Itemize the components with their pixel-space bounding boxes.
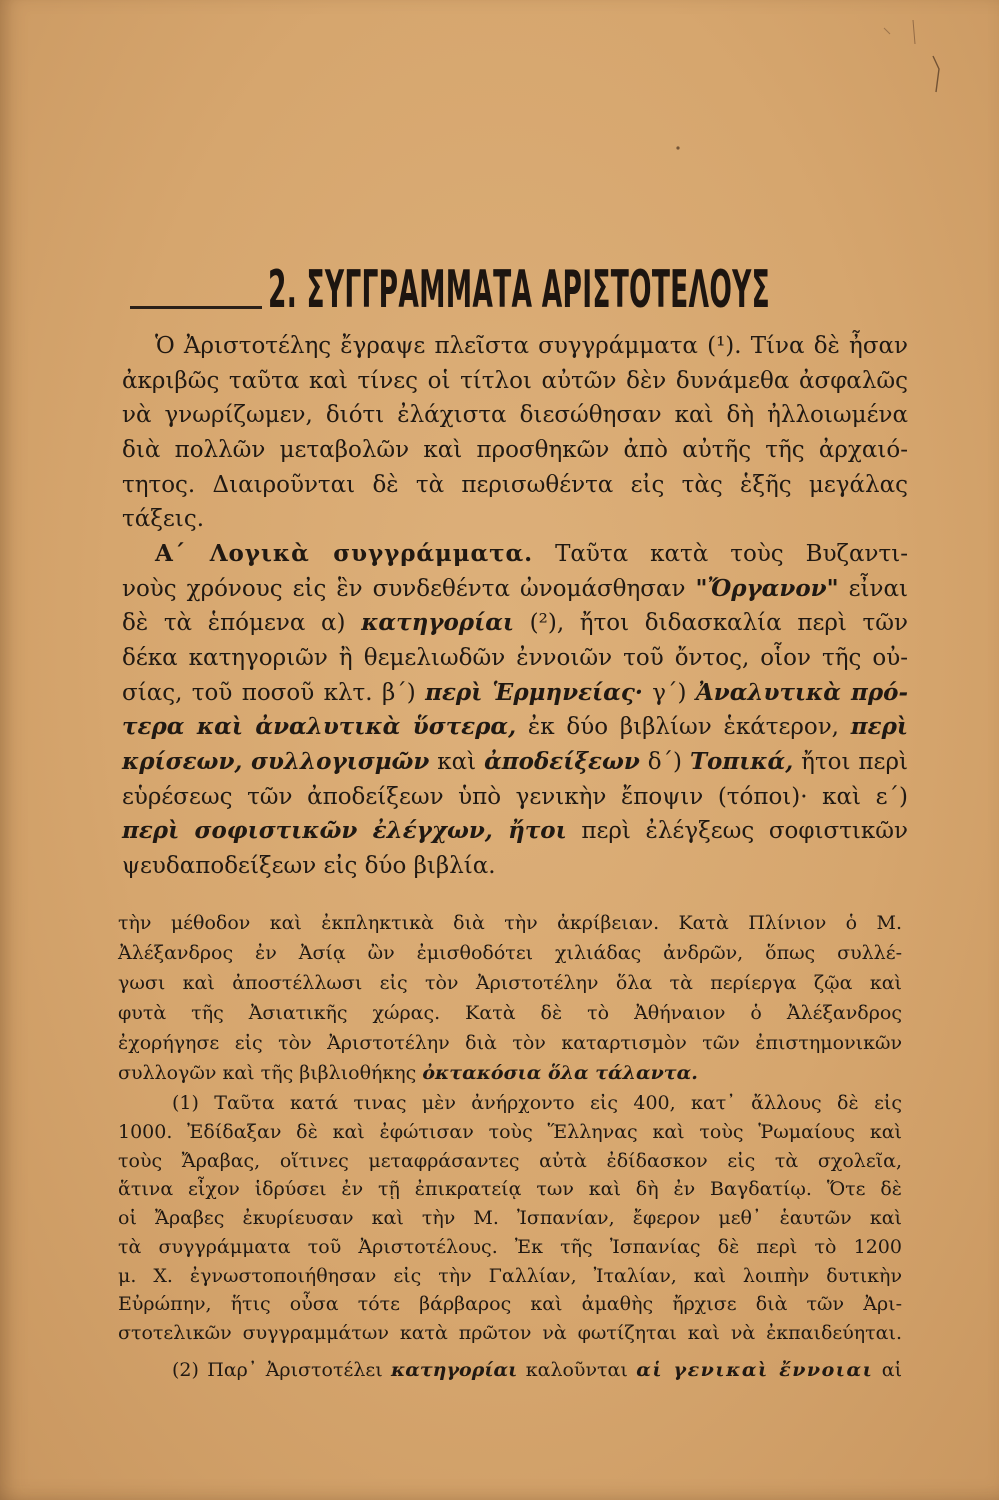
footnote-line [118,1355,902,1385]
emphasis-term: κρίσεων, συλλογισμῶν [122,747,430,775]
footnote-line: ἅτινα εἶχον ἱδρύσει ἐν τῇ ἐπικρατείᾳ των καὶ δὴ ἐν Βαγδατίῳ. Ὅτε δὲ [118,1178,902,1201]
scan-mark [884,28,890,34]
emphasis-term: κατηγορίαι [391,1359,518,1381]
text-run: δ΄) [647,748,683,775]
text-run: ἐκ δύο βιβλίων ἑκάτερον, [527,714,839,741]
text-line [122,676,908,711]
emphasis-term: περὶ [850,713,908,741]
footnote-line: Εὐρώπην, ἥτις οὖσα τότε βάρβαρος καὶ ἀμαθὴς ἤρχισε διὰ τῶν Ἀρι- [118,1293,902,1316]
text-line: νὰ γνωρίζωμεν, διότι ἐλάχιστα διεσώθησαν καὶ δὴ ἠλλοιωμένα [122,402,908,429]
text-run: καὶ [437,748,477,775]
text-line: εὑρέσεως τῶν ἀποδείξεων ὑπὸ γενικὴν ἔποψιν (τόποι)· καὶ ε΄) [122,783,908,810]
text-run: (2) Παρ᾿ Ἀριστοτέλει [172,1359,383,1381]
emphasis-term: περὶ σοφιστικῶν ἐλέγχων, ἤτοι [122,817,567,845]
text-line: ἀκριβῶς ταῦτα καὶ τίνες οἱ τίτλοι αὐτῶν δὲν δυνάμεθα ἀσφαλῶς [122,367,908,394]
text-line [122,537,908,572]
text-run: Ταῦτα κατὰ τοὺς Βυζαντι- [555,540,908,567]
text-line: τητος. Διαιροῦνται δὲ τὰ περισωθέντα εἰς τὰς ἑξῆς μεγάλας [122,471,908,498]
subsection-heading: Α΄ Λογικὰ συγγράμματα. [155,539,534,567]
footnote-line: οἱ Ἄραβες ἐκυρίευσαν καὶ τὴν Μ. Ἰσπανίαν, ἔφερον μεθ᾿ ἑαυτῶν καὶ [118,1207,902,1229]
text-run: γ΄) [652,679,687,706]
emphasis-term: Τοπικά, [689,747,794,775]
footnote-line: γωσι καὶ ἀποστέλλωσι εἰς τὸν Ἀριστοτέλην ὅλα τὰ περίεργα ζῷα καὶ [118,972,902,994]
text-run: δὲ τὰ ἑπόμενα α) [122,610,346,637]
footnote-line: ἐχορήγησε εἰς τὸν Ἀριστοτέλην διὰ τὸν καταρτισμὸν τῶν ἐπιστημονικῶν [118,1032,902,1054]
footnote-1 [118,1089,902,1348]
footnote-continued [118,908,902,1088]
text-run: εἶναι [848,575,909,602]
footnote-2 [118,1355,902,1385]
text-run: συλλογῶν καὶ τῆς βιβλιοθήκης [118,1062,417,1084]
emphasis-term: "Ὄργανον" [695,574,839,602]
text-run: αἱ [881,1359,903,1381]
footnote-line: φυτὰ τῆς Ἀσιατικῆς χώρας. Κατὰ δὲ τὸ Ἀθήναιον ὁ Ἀλέξανδρος [118,1002,902,1024]
scan-mark [676,146,679,149]
scan-mark [933,56,939,92]
section-title [268,260,770,320]
emphasis-term: περὶ Ἑρμηνείας· [425,678,643,706]
scan-mark [913,20,915,44]
text-line [122,710,908,745]
text-line [122,745,908,780]
footnote-line: τοὺς Ἄραβας, οἵτινες μεταφράσαντες αὐτὰ ἐδίδασκον εἰς τὰ σχολεῖα, [118,1149,902,1172]
footnote-line: μ. Χ. ἐγνωστοποιήθησαν εἰς τὴν Γαλλίαν, Ἰταλίαν, καὶ λοιπὴν δυτικὴν [118,1264,902,1287]
footnote-line: 1000. Ἐδίδαξαν δὲ καὶ ἐφώτισαν τοὺς Ἕλληνας καὶ τοὺς Ῥωμαίους καὶ [118,1120,902,1143]
text-line: δέκα κατηγοριῶν ἢ θεμελιωδῶν ἐννοιῶν τοῦ ὄντος, οἷον τῆς οὐ- [122,644,908,671]
footnote-line [118,1058,902,1088]
section-title-text: ΣΥΓΓΡΑΜΜΑΤΑ ΑΡΙΣΤΟΤΕΛΟΥΣ [306,260,770,320]
heading-rule [130,306,262,309]
emphasis-term: ὀκτακόσια ὅλα τάλαντα. [422,1062,698,1084]
text-line [122,572,908,607]
main-text [122,329,908,884]
scan-marks [0,0,999,200]
text-run: σίας, τοῦ ποσοῦ κλτ. β΄) [122,679,416,706]
footnote-line: Ἀλέξανδρος ἐν Ἀσίᾳ ὢν ἐμισθοδότει χιλιάδας ἀνδρῶν, ὅπως συλλέ- [118,942,902,964]
section-heading [130,260,830,320]
text-line: ψευδαποδείξεων εἰς δύο βιβλία. [122,852,496,879]
footnote-line: στοτελικῶν συγγραμμάτων κατὰ πρῶτον νὰ φωτίζηται καὶ νὰ ἐκπαιδεύηται. [118,1322,902,1344]
text-run: (²), ἤτοι διδασκαλία περὶ τῶν [529,610,908,637]
emphasis-term: αἱ γενικαὶ ἔννοιαι [636,1359,874,1381]
text-line [122,814,908,849]
text-run: ἤτοι περὶ [801,748,908,775]
text-line [122,606,908,641]
footnote-line: (1) Ταῦτα κατά τινας μὲν ἀνήρχοντο εἰς 400, κατ᾿ ἄλλους δὲ εἰς [172,1092,902,1114]
text-line: τάξεις. [122,506,204,533]
footnote-line: τὰ συγγράμματα τοῦ Ἀριστοτέλους. Ἐκ τῆς Ἰσπανίας δὲ περὶ τὸ 1200 [118,1235,902,1258]
emphasis-term: Ἀναλυτικὰ πρό- [695,678,909,706]
emphasis-term: τερα καὶ ἀναλυτικὰ ὕστερα, [122,713,517,741]
text-run: καλοῦνται [525,1359,628,1381]
text-line: Ὁ Ἀριστοτέλης ἔγραψε πλεῖστα συγγράμματα (¹). Τίνα δὲ ἦσαν [155,333,908,359]
footnote-line: τὴν μέθοδον καὶ ἐκπληκτικὰ διὰ τὴν ἀκρίβειαν. Κατὰ Πλίνιον ὁ Μ. [118,912,902,934]
text-run: περὶ ἐλέγξεως σοφιστικῶν [581,818,909,845]
section-number: 2. [268,260,298,320]
text-run: νοὺς χρόνους εἰς ἓν συνδεθέντα ὠνομάσθησαν [122,575,686,602]
emphasis-term: κατηγορίαι [361,609,514,637]
emphasis-term: ἀποδείξεων [484,747,640,775]
text-line: διὰ πολλῶν μεταβολῶν καὶ προσθηκῶν ἀπὸ αὐτῆς τῆς ἀρχαιό- [122,436,908,463]
